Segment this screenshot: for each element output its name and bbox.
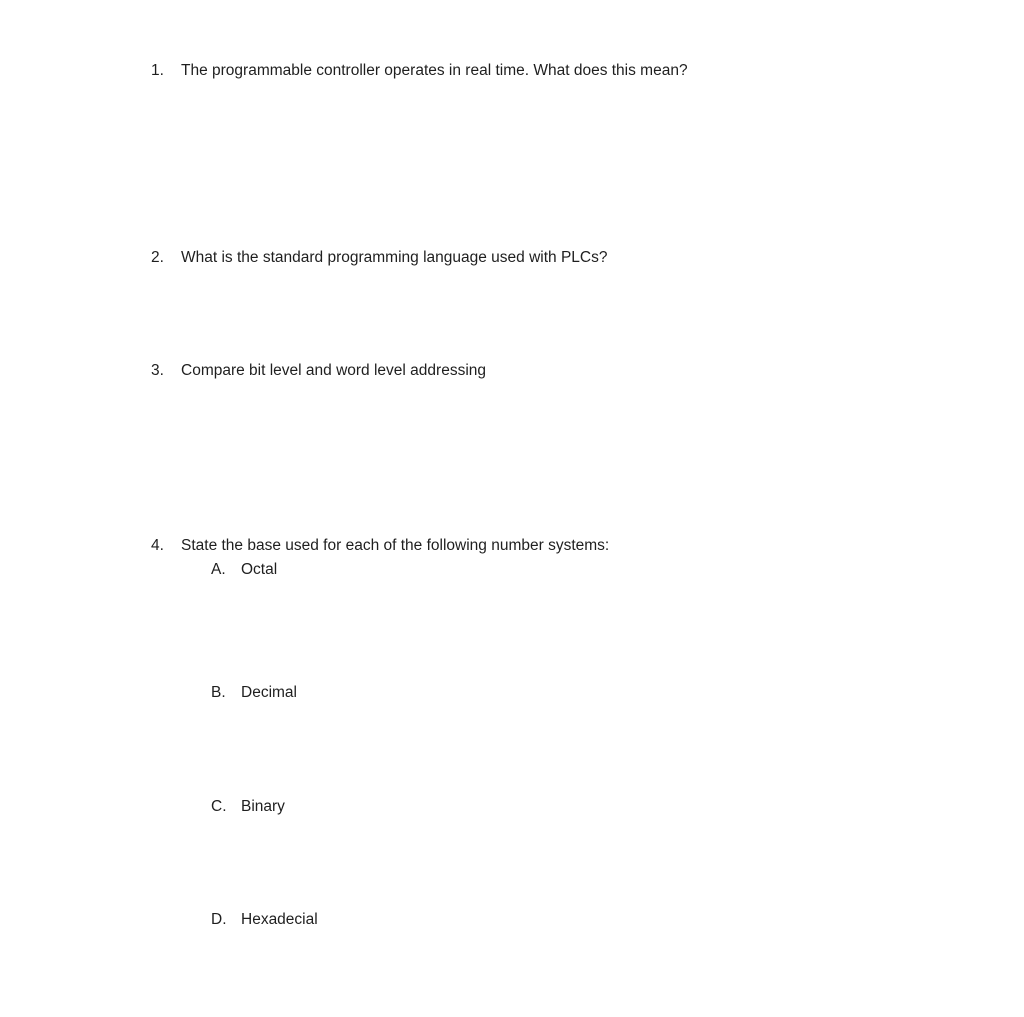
question-text: The programmable controller operates in real time. What does this mean? <box>181 62 688 79</box>
subitem-b <box>211 683 297 703</box>
question-number: 1. <box>151 62 164 79</box>
subitem-letter: B. <box>211 684 226 701</box>
subitem-letter: C. <box>211 798 227 815</box>
subitem-text: Octal <box>241 561 278 578</box>
question-number: 2. <box>151 249 164 266</box>
question-text: What is the standard programming language used with PLCs? <box>181 249 608 266</box>
subitem-text: Decimal <box>241 684 297 701</box>
question-4 <box>151 536 609 556</box>
question-3 <box>151 361 486 381</box>
subitem-letter: A. <box>211 561 226 578</box>
question-text: Compare bit level and word level addressing <box>181 362 486 379</box>
question-1 <box>151 61 688 81</box>
subitem-text: Binary <box>241 798 285 815</box>
question-number: 4. <box>151 537 164 554</box>
question-number: 3. <box>151 362 164 379</box>
subitem-d <box>211 910 318 930</box>
question-text: State the base used for each of the following number systems: <box>181 537 610 554</box>
subitem-text: Hexadecial <box>241 911 318 928</box>
question-2 <box>151 248 608 268</box>
subitem-a <box>211 560 277 580</box>
subitem-c <box>211 797 285 817</box>
subitem-letter: D. <box>211 911 227 928</box>
